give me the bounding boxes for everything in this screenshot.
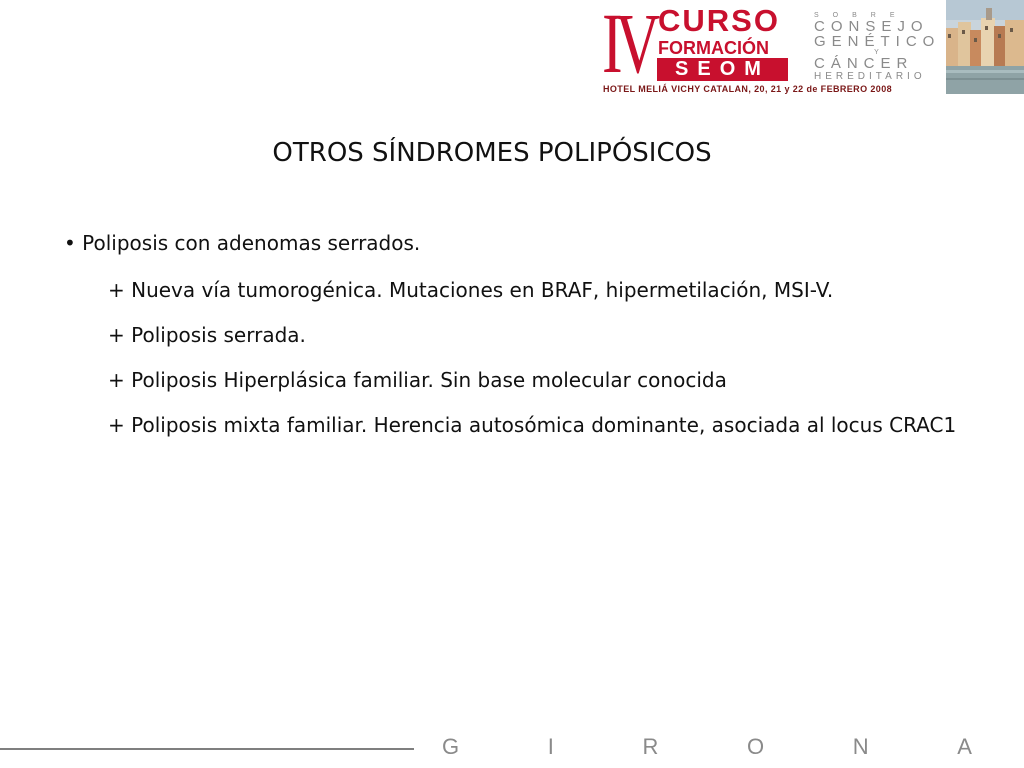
venue-line: HOTEL MELIÁ VICHY CATALAN, 20, 21 y 22 de FEBRERO 2008 [603, 84, 893, 94]
footer-letter: A [957, 734, 972, 759]
footer-letter: O [747, 734, 765, 759]
topic-genetico: GENÉTICO [814, 33, 941, 50]
footer-letter: G [442, 734, 460, 759]
topic-hereditario: HEREDITARIO [814, 71, 926, 82]
sub-item: + Poliposis mixta familiar. Herencia autosómica dominante, asociada al locus CRAC1 [108, 413, 957, 437]
footer-city-name [442, 736, 972, 758]
sub-item: + Nueva vía tumorogénica. Mutaciones en BRAF, hipermetilación, MSI-V. [108, 278, 834, 302]
logo-formacion: FORMACIÓN [658, 38, 769, 58]
slide-content [64, 229, 985, 439]
topic-cancer: CÁNCER [814, 55, 914, 72]
footer-divider [0, 748, 414, 750]
footer-letter: N [852, 734, 869, 759]
topic-consejo: CONSEJO [814, 18, 929, 35]
logo-curso: CURSO [658, 3, 780, 38]
topic-sobre: SOBRE [814, 12, 909, 19]
girona-city-photo [946, 0, 1024, 94]
footer-letter: R [642, 734, 659, 759]
slide-title: OTROS SÍNDROMES POLIPÓSICOS [272, 138, 712, 168]
logo-roman-numeral: IV [602, 0, 653, 91]
sub-item: + Poliposis serrada. [108, 323, 306, 347]
bullet-item: • Poliposis con adenomas serrados. [64, 231, 421, 255]
logo-seom-badge: SEOM [657, 58, 788, 81]
topic-y: Y [874, 49, 879, 56]
footer-letter: I [547, 734, 554, 759]
sub-item: + Poliposis Hiperplásica familiar. Sin base molecular conocida [108, 368, 727, 392]
course-logo [600, 0, 942, 98]
course-topic [814, 12, 939, 82]
